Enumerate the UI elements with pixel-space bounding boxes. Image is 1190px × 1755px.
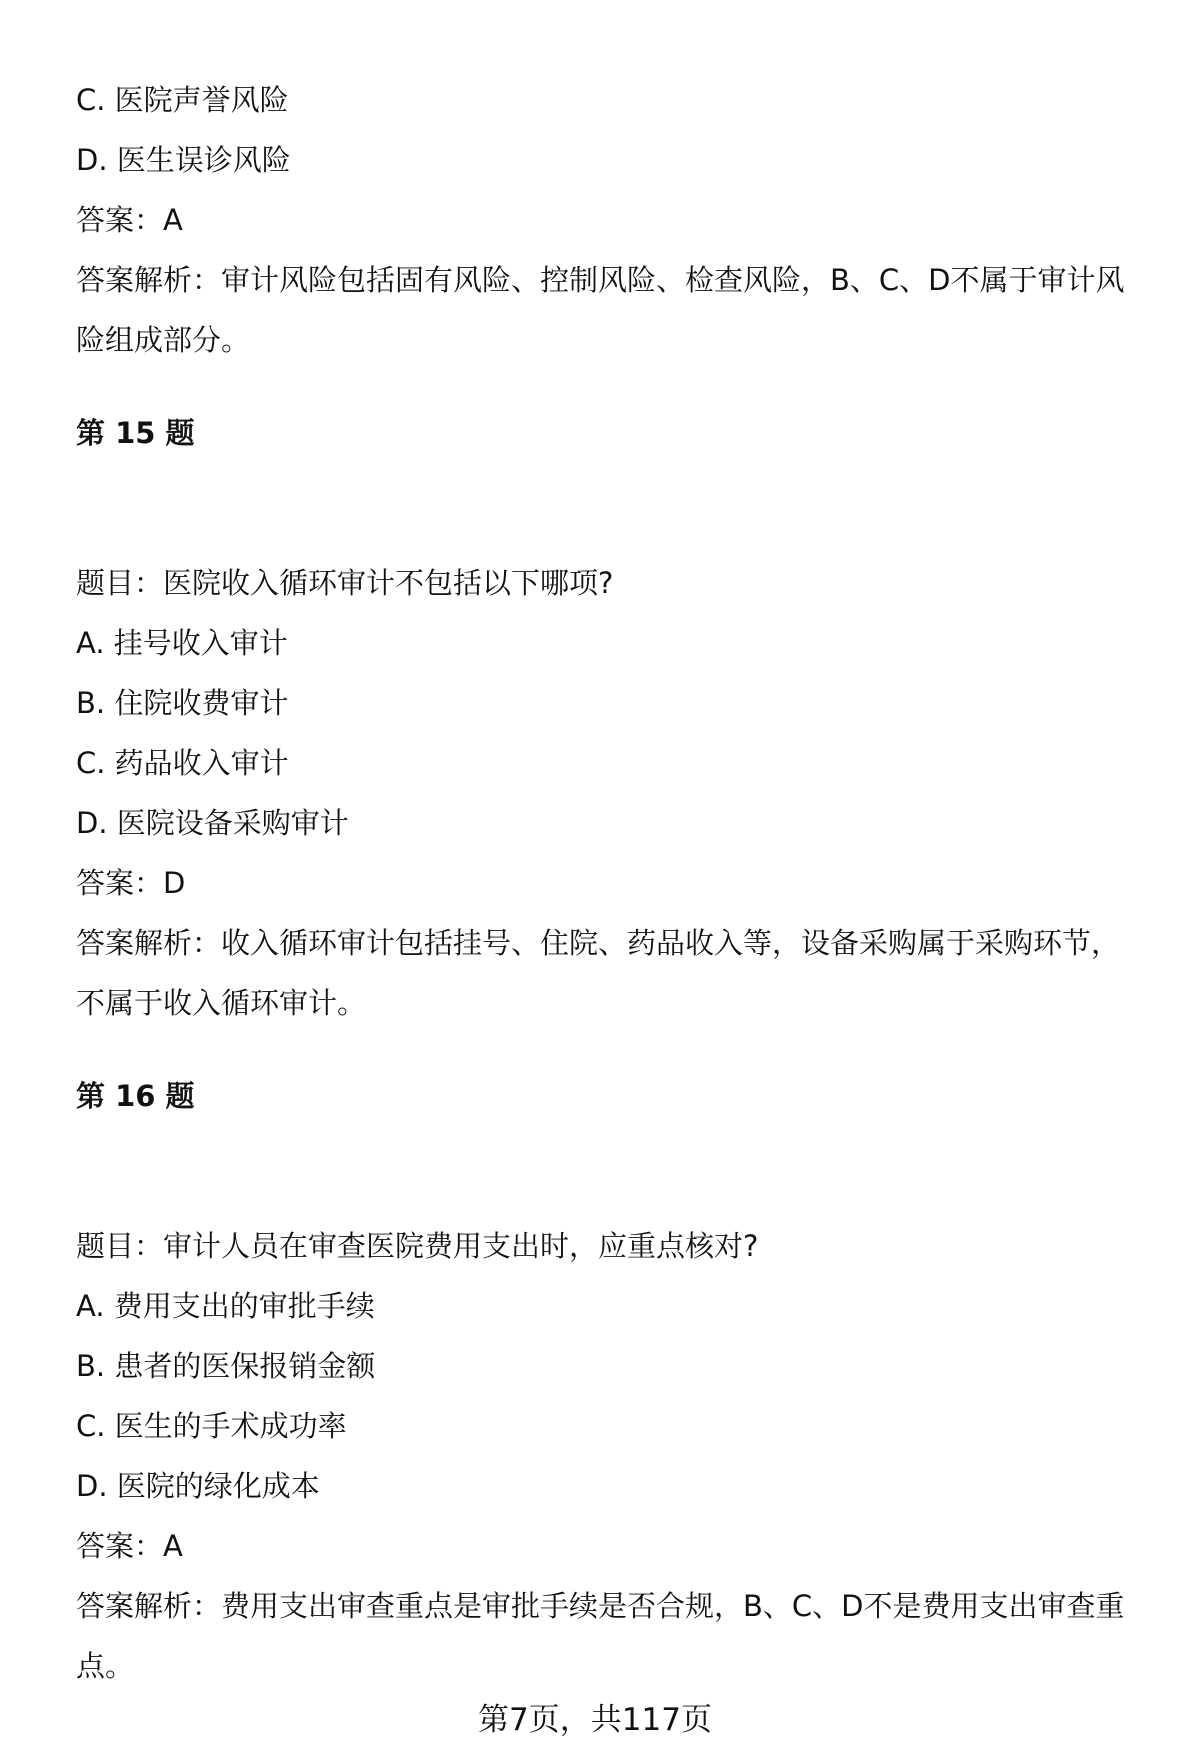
q16-option-d: D. 医院的绿化成本 [76, 1469, 320, 1503]
q14-explanation-line1: 答案解析：审计风险包括固有风险、控制风险、检查风险，B、C、D不属于审计风 [76, 263, 1125, 297]
q15-answer: 答案：D [76, 866, 186, 900]
q16-question: 题目：审计人员在审查医院费用支出时，应重点核对? [76, 1229, 759, 1263]
q15-option-d: D. 医院设备采购审计 [76, 806, 349, 840]
q16-option-b: B. 患者的医保报销金额 [76, 1349, 376, 1383]
q15-option-b: B. 住院收费审计 [76, 686, 289, 720]
q15-explanation-line2: 不属于收入循环审计。 [76, 986, 367, 1020]
q16-explanation-line2: 点。 [76, 1649, 135, 1683]
q16-answer: 答案：A [76, 1529, 183, 1563]
page-indicator: 第7页，共117页 [478, 1702, 712, 1738]
q14-option-d: D. 医生误诊风险 [76, 143, 291, 177]
q16-explanation-line1: 答案解析：费用支出审查重点是审批手续是否合规，B、C、D不是费用支出审查重 [76, 1589, 1125, 1623]
q15-explanation-line1: 答案解析：收入循环审计包括挂号、住院、药品收入等，设备采购属于采购环节， [76, 926, 1121, 960]
q15-question: 题目：医院收入循环审计不包括以下哪项? [76, 566, 614, 600]
q15-heading: 第 15 题 [76, 416, 195, 450]
q16-option-c: C. 医生的手术成功率 [76, 1409, 347, 1443]
q14-option-c: C. 医院声誉风险 [76, 83, 289, 117]
q14-answer: 答案：A [76, 203, 183, 237]
q15-option-a: A. 挂号收入审计 [76, 626, 288, 660]
q16-option-a: A. 费用支出的审批手续 [76, 1289, 375, 1323]
q15-option-c: C. 药品收入审计 [76, 746, 289, 780]
q14-explanation-line2: 险组成部分。 [76, 323, 251, 357]
q16-heading: 第 16 题 [76, 1079, 195, 1113]
